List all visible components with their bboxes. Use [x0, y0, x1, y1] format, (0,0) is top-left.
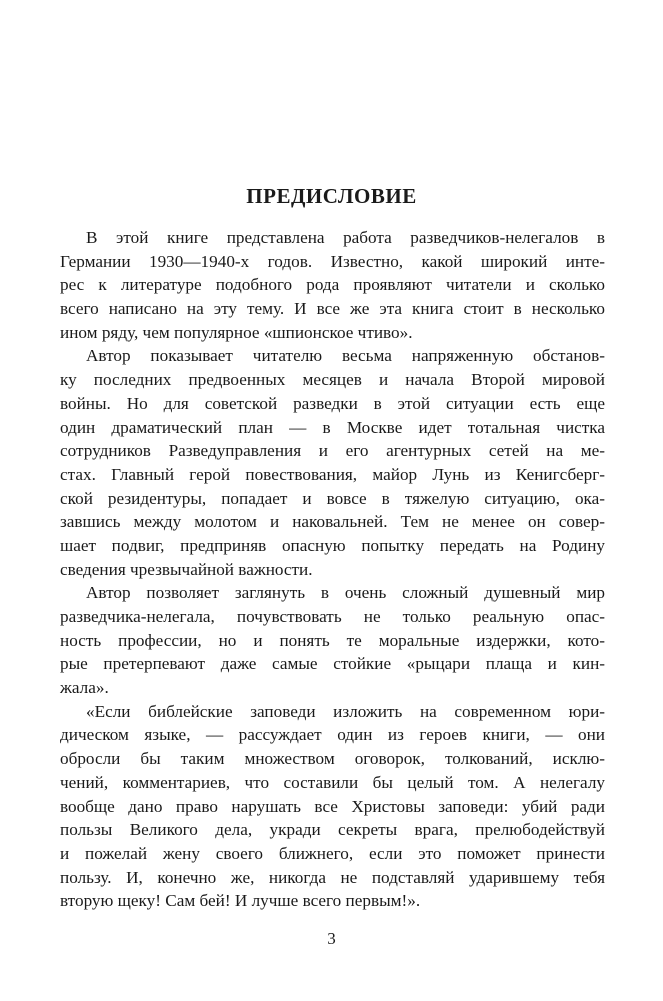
- text-line: Автор показывает читателю весьма напряженную обстанов-: [86, 346, 605, 366]
- text-line: ку последних предвоенных месяцев и начала Второй мировой: [60, 370, 605, 390]
- text-line: один драматический план — в Москве идет тотальная чистка: [60, 417, 605, 437]
- text-line: жала».: [60, 678, 109, 698]
- text-line: ность профессии, но и понять те моральные издержки, кото-: [60, 630, 605, 650]
- text-line: всего написано на эту тему. И все же эта книга стоит в несколько: [60, 299, 605, 319]
- text-line: рые претерпевают даже самые стойкие «рыцари плаща и кин-: [60, 654, 605, 674]
- page-title: ПРЕДИСЛОВИЕ: [246, 184, 417, 208]
- text-line: «Если библейские заповеди изложить на современном юри-: [86, 701, 605, 721]
- text-line: вторую щеку! Сам бей! И лучше всего первым!».: [60, 891, 421, 911]
- text-line: сотрудников Разведуправления и его агентурных сетей на ме-: [60, 441, 605, 461]
- text-line: шает подвиг, предприняв опасную попытку передать на Родину: [60, 535, 605, 555]
- text-line: чений, комментариев, что составили бы целый том. А нелегалу: [60, 772, 605, 792]
- text-line: разведчика-нелегала, почувствовать не только реальную опас-: [60, 607, 605, 626]
- text-line: пользы Великого дела, укради секреты врага, прелюбодействуй: [60, 820, 605, 840]
- text-line: Автор позволяет заглянуть в очень сложный душевный мир: [86, 583, 605, 603]
- body-text: [60, 226, 605, 913]
- paragraph: [60, 581, 605, 699]
- text-line: рес к литературе подобного рода проявляют читатели и сколько: [60, 275, 605, 295]
- text-line: дическом языке, — рассуждает один из героев книги, — они: [60, 725, 605, 745]
- text-line: войны. Но для советской разведки в этой ситуации есть еще: [60, 393, 605, 413]
- text-line: и пожелай жену своего ближнего, если это поможет принести: [60, 843, 605, 863]
- text-line: обросли бы таким множеством оговорок, толкований, исклю-: [60, 749, 605, 769]
- text-line: завшись между молотом и наковальней. Тем не менее он совер-: [60, 512, 605, 532]
- paragraph: [60, 700, 605, 913]
- text-line: стах. Главный герой повествования, майор Лунь из Кенигсберг-: [60, 464, 605, 484]
- text-line: В этой книге представлена работа разведчиков-нелегалов в: [86, 228, 605, 247]
- paragraph: [60, 344, 605, 581]
- page-number: 3: [327, 929, 336, 948]
- text-line: Германии 1930—1940-х годов. Известно, какой широкий инте-: [60, 251, 605, 271]
- text-line: пользу. И, конечно же, никогда не подставляй ударившему тебя: [60, 867, 605, 887]
- paragraph: [60, 226, 605, 344]
- text-line: ской резидентуры, попадает и вовсе в тяжелую ситуацию, ока-: [60, 488, 605, 508]
- text-line: ином ряду, чем популярное «шпионское чтиво».: [60, 322, 413, 342]
- text-line: вообще дано право нарушать все Христовы заповеди: убий ради: [60, 796, 605, 816]
- text-line: сведения чрезвычайной важности.: [60, 559, 313, 579]
